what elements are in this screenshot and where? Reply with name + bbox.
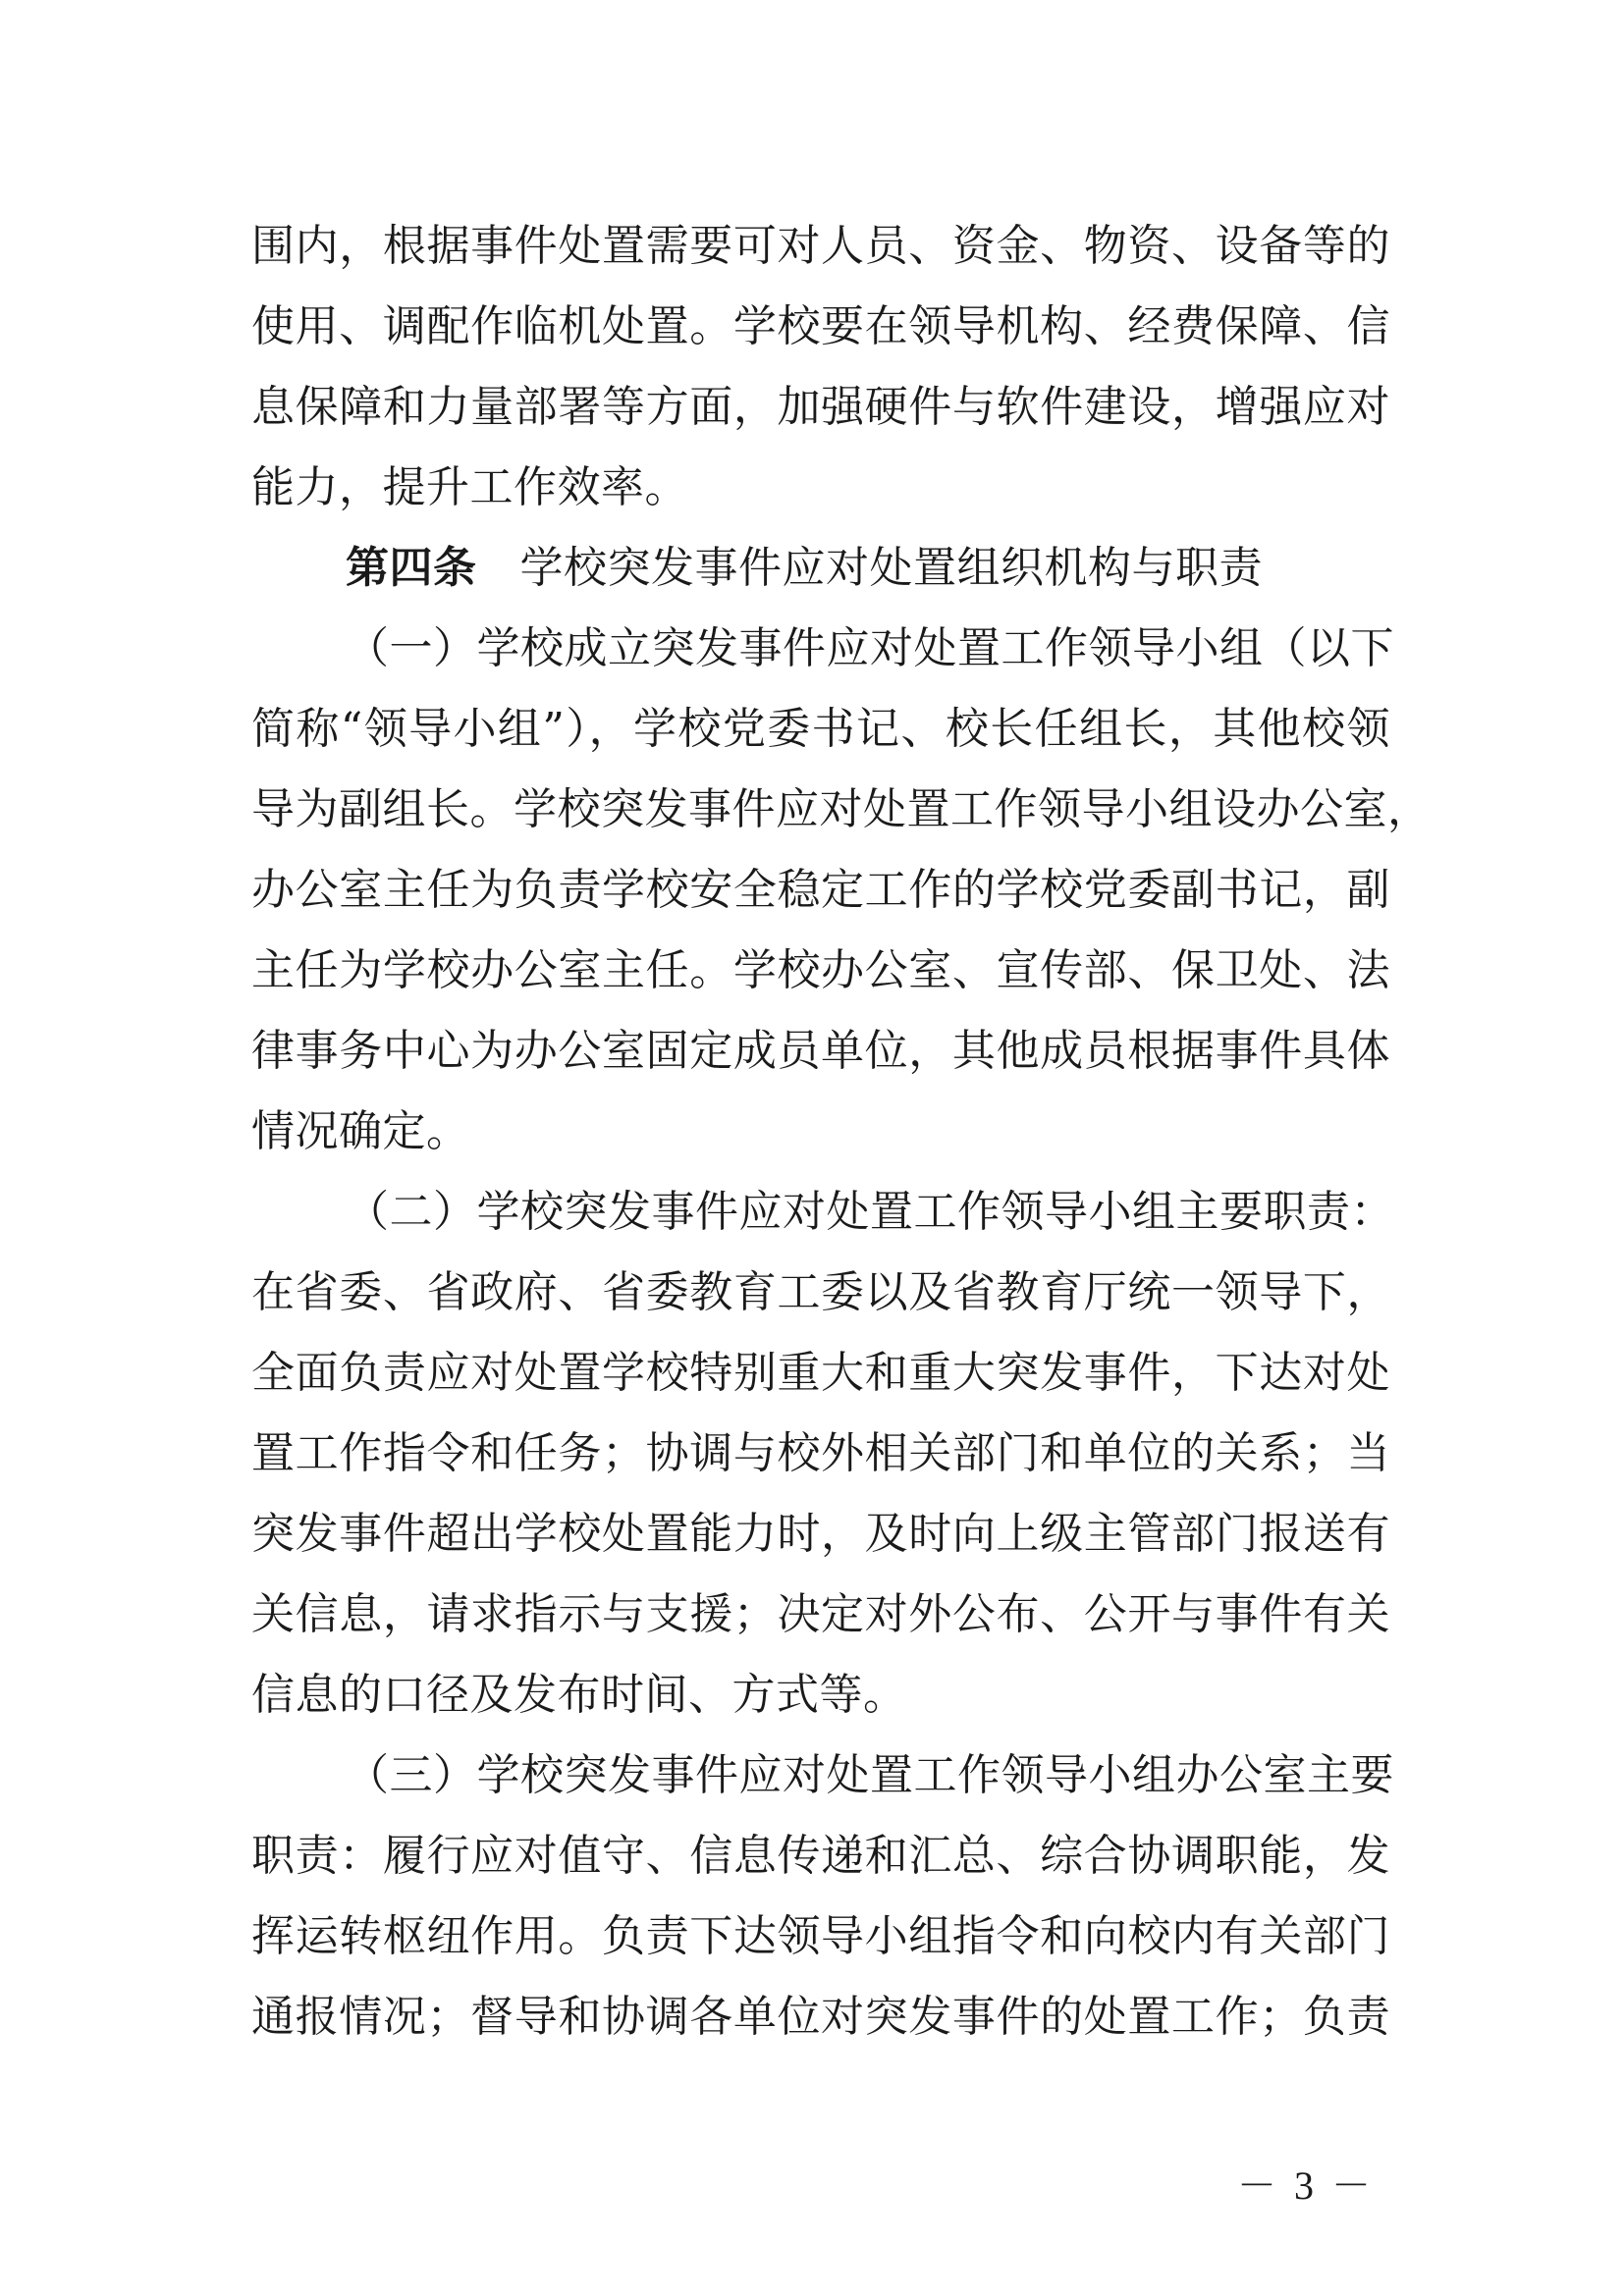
- text-line: 围内，根据事件处置需要可对人员、资金、物资、设备等的: [251, 221, 1390, 271]
- text-line: （三）学校突发事件应对处置工作领导小组办公室主要: [346, 1750, 1394, 1800]
- text-line: 职责：履行应对值守、信息传递和汇总、综合协调职能，发: [251, 1831, 1390, 1881]
- text-line: （一）学校成立突发事件应对处置工作领导小组（以下: [346, 623, 1394, 673]
- text-line: （二）学校突发事件应对处置工作领导小组主要职责：: [346, 1187, 1394, 1237]
- text-line: 突发事件超出学校处置能力时，及时向上级主管部门报送有: [251, 1509, 1390, 1559]
- text-line: 信息的口径及发布时间、方式等。: [251, 1670, 907, 1720]
- paragraph-section-3: [251, 1735, 1394, 2057]
- text-line: 简称“领导小组”），学校党委书记、校长任组长，其他校领: [251, 704, 1390, 754]
- article-heading: [251, 528, 1390, 609]
- text-line: 置工作指令和任务；协调与校外相关部门和单位的关系；当: [251, 1428, 1390, 1478]
- text-line: 挥运转枢纽作用。负责下达领导小组指令和向校内有关部门: [251, 1911, 1390, 1961]
- text-line: 使用、调配作临机处置。学校要在领导机构、经费保障、信: [251, 301, 1390, 351]
- text-line: 能力，提升工作效率。: [251, 462, 688, 512]
- article-label: 第四条: [346, 543, 477, 593]
- text-line: 导为副组长。学校突发事件应对处置工作领导小组设办公室，: [251, 784, 1432, 834]
- text-line: 主任为学校办公室主任。学校办公室、宣传部、保卫处、法: [251, 945, 1390, 995]
- text-line: 在省委、省政府、省委教育工委以及省教育厅统一领导下，: [251, 1267, 1390, 1317]
- text-line: 息保障和力量部署等方面，加强硬件与软件建设，增强应对: [251, 382, 1390, 432]
- page-number: － 3 －: [1237, 2163, 1375, 2208]
- text-line: 通报情况；督导和协调各单位对突发事件的处置工作；负责: [251, 1992, 1390, 2042]
- article-title: 学校突发事件应对处置组织机构与职责: [519, 543, 1263, 593]
- paragraph-section-2: [251, 1172, 1394, 1735]
- text-line: 情况确定。: [251, 1106, 470, 1156]
- paragraph-section-1: [251, 609, 1432, 1172]
- text-line: 律事务中心为办公室固定成员单位，其他成员根据事件具体: [251, 1026, 1390, 1076]
- text-line: 关信息，请求指示与支援；决定对外公布、公开与事件有关: [251, 1589, 1390, 1639]
- paragraph-continued: [251, 206, 1390, 528]
- text-line: 全面负责应对处置学校特别重大和重大突发事件，下达对处: [251, 1348, 1390, 1398]
- document-body: [251, 206, 1432, 2057]
- text-line: 办公室主任为负责学校安全稳定工作的学校党委副书记，副: [251, 865, 1390, 915]
